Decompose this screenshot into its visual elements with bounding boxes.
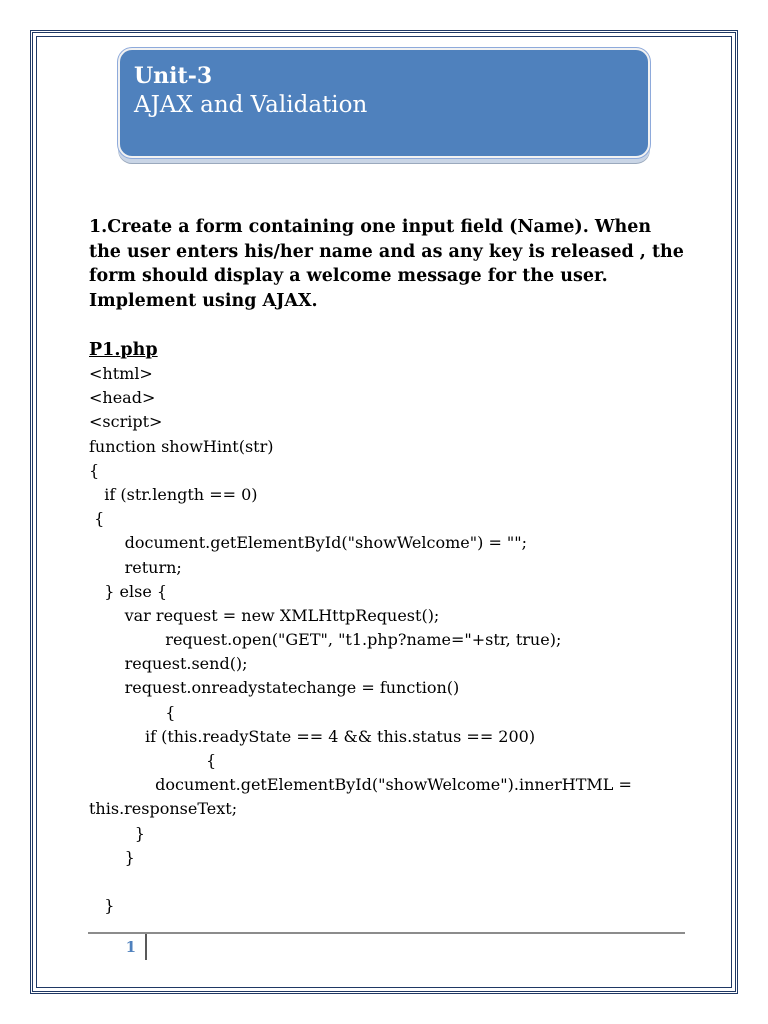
code-line: this.responseText; xyxy=(89,799,238,819)
code-line: document.getElementById("showWelcome") = ""; xyxy=(89,533,528,553)
code-line: } xyxy=(89,823,145,843)
code-line: } xyxy=(89,847,135,867)
code-line: { xyxy=(89,460,100,480)
code-line: if (str.length == 0) xyxy=(89,484,258,504)
code-line: { xyxy=(89,702,176,722)
code-line: return; xyxy=(89,557,182,577)
code-line: if (this.readyState == 4 && this.status == 200) xyxy=(89,726,536,746)
code-line: var request = new XMLHttpRequest(); xyxy=(89,605,440,625)
code-line xyxy=(89,870,689,894)
code-listing xyxy=(89,362,689,918)
unit-subtitle: AJAX and Validation xyxy=(134,92,368,118)
code-line: <script> xyxy=(89,412,163,432)
code-line: request.open("GET", "t1.php?name="+str, true); xyxy=(89,630,562,650)
code-line: } else { xyxy=(89,581,168,601)
code-line: <html> xyxy=(89,364,153,383)
code-line: { xyxy=(89,509,105,529)
question-text: 1.Create a form containing one input field (Name). When the user enters his/her name and as any key is released , the form should display a welcome message for the user. Implement using AJAX. xyxy=(89,217,684,311)
file-heading: P1.php xyxy=(89,340,158,360)
page-number: 1 xyxy=(125,938,136,956)
code-line: <head> xyxy=(89,388,156,408)
unit-title: Unit-3 xyxy=(134,63,213,89)
code-line: request.onreadystatechange = function() xyxy=(89,678,460,698)
page-number-divider xyxy=(145,934,147,960)
code-line: request.send(); xyxy=(89,654,248,674)
code-line: } xyxy=(89,896,115,916)
code-line: { xyxy=(89,751,217,770)
unit-banner xyxy=(118,48,650,158)
footer-rule xyxy=(88,932,685,934)
code-line: function showHint(str) xyxy=(89,436,274,456)
code-line: document.getElementById("showWelcome").innerHTML = xyxy=(89,775,632,795)
